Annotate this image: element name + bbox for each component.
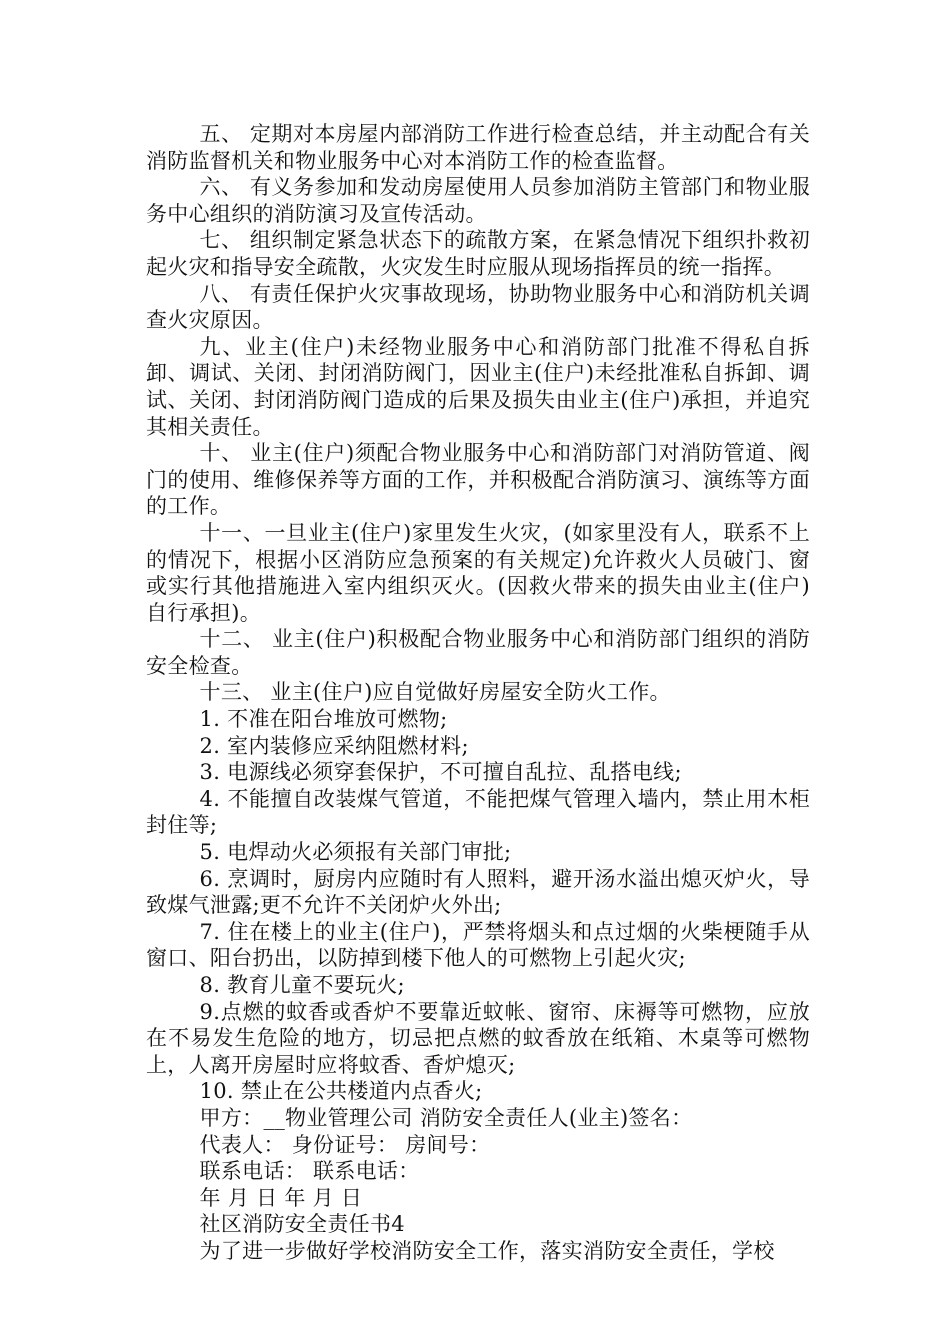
clause-8: 八、 有责任保护火灾事故现场，协助物业服务中心和消防机关调查火灾原因。 [146, 281, 810, 333]
rule-item-3: 3. 电源线必须穿套保护，不可擅自乱拉、乱搭电线; [199, 760, 682, 785]
clause-5: 五、 定期对本房屋内部消防工作进行检查总结，并主动配合有关消防监督机关和物业服务中心对本消防工作的检查监督。 [146, 122, 810, 173]
representative-line: 代表人： 身份证号： 房间号： [199, 1132, 491, 1157]
rule-item-2: 2. 室内装修应采纳阻燃材料; [199, 733, 469, 758]
date-line: 年 月 日 年 月 日 [199, 1185, 363, 1210]
contact-phone-line: 联系电话： 联系电话： [199, 1159, 420, 1184]
document-page [146, 121, 810, 1265]
rule-item-6: 6. 烹调时，厨房内应随时有人照料，避开汤水溢出熄灭炉火，导致煤气泄露;更不允许不关闭炉火外出; [146, 866, 810, 918]
rule-item-4: 4. 不能擅自改装煤气管道，不能把煤气管理入墙内，禁止用木柜封住等; [146, 786, 810, 838]
rule-item-7: 7. 住在楼上的业主(住户)，严禁将烟头和点过烟的火柴梗随手从窗口、阳台扔出，以防掉到楼下他人的可燃物上引起火灾; [146, 919, 810, 971]
clause-11: 十一、一旦业主(住户)家里发生火灾，(如家里没有人，联系不上的情况下，根据小区消防应急预案的有关规定)允许救火人员破门、窗或实行其他措施进入室内组织灭火。(因救火带来的损失由业主(住户)自行承担)。 [146, 520, 810, 625]
rule-item-9: 9.点燃的蚊香或香炉不要靠近蚊帐、窗帘、床褥等可燃物，应放在不易发生危险的地方，切忌把点燃的蚊香放在纸箱、木桌等可燃物上，人离开房屋时应将蚊香、香炉熄灭; [146, 999, 810, 1077]
clause-10: 十、 业主(住户)须配合物业服务中心和消防部门对消防管道、阀门的使用、维修保养等方面的工作，并积极配合消防演习、演练等方面的工作。 [146, 441, 810, 519]
party-a-signature-line: 甲方：__物业管理公司 消防安全责任人(业主)签名： [199, 1105, 693, 1130]
clause-6: 六、 有义务参加和发动房屋使用人员参加消防主管部门和物业服务中心组织的消防演习及宣传活动。 [146, 175, 810, 226]
section-title: 社区消防安全责任书4 [199, 1212, 405, 1237]
rule-item-5: 5. 电焊动火必须报有关部门审批; [199, 840, 512, 865]
rule-item-10: 10. 禁止在公共楼道内点香火; [199, 1079, 483, 1104]
clause-7: 七、 组织制定紧急状态下的疏散方案，在紧急情况下组织扑救初起火灾和指导安全疏散，火灾发生时应服从现场指挥员的统一指挥。 [146, 228, 810, 279]
rule-item-8: 8. 教育儿童不要玩火; [199, 973, 405, 997]
intro-paragraph: 为了进一步做好学校消防安全工作，落实消防安全责任，学校 [199, 1238, 775, 1263]
clause-13: 十三、 业主(住户)应自觉做好房屋安全防火工作。 [199, 680, 671, 705]
clause-9: 九、业主(住户)未经物业服务中心和消防部门批准不得私自拆卸、调试、关闭、封闭消防阀门，因业主(住户)未经批准私自拆卸、调试、关闭、封闭消防阀门造成的后果及损失由业主(住户)承担，并追究其相关责任。 [146, 334, 810, 439]
rule-item-1: 1. 不准在阳台堆放可燃物; [199, 707, 448, 732]
clause-12: 十二、 业主(住户)积极配合物业服务中心和消防部门组织的消防安全检查。 [146, 627, 810, 678]
